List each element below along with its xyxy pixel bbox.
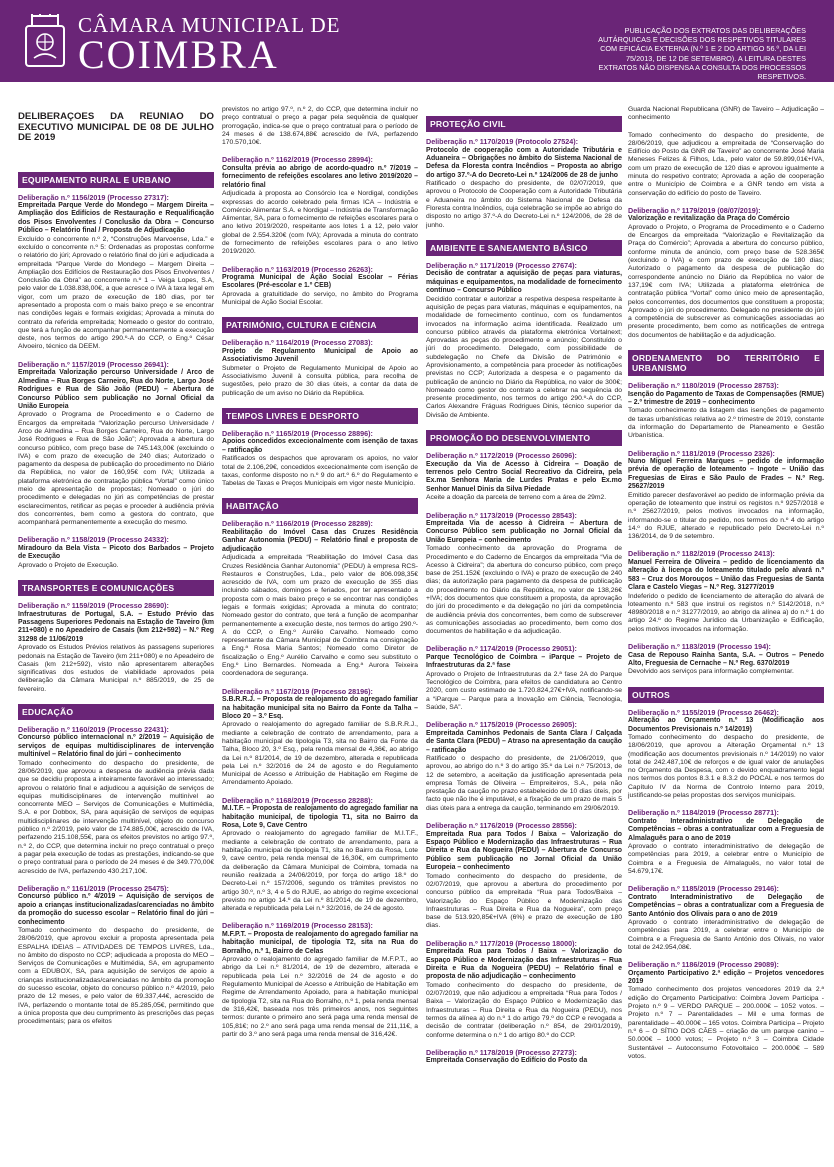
deliberation-entry bbox=[426, 262, 622, 420]
deliberation-subject: Isenção do Pagamento de Taxas de Compensações (RMUE) – 2.º trimestre de 2019 – conhecimento bbox=[628, 390, 824, 406]
deliberation-text: Aprovado o Programa de Procedimento e o Caderno de Encargos da empreitada “Valorização percurso Universidade / Arco de Almedina – Rua Borges Carneiro, Rua do Norte, Largo José Rodrigues e Rua de São João”; Aprovada a abertura do concurso público, com preço base de 745.143,00€ (excluindo o IVA) e com prazo de execução de 240 dias; Autorizado o pagamento da despesa de publicação do procedimento no Diário da República, no valor de 160,95€ com IVA; Utilizada a plataforma eletrónica de contratação pública “Vortal” como único meio de apresentação de propostas; Nomeado o júri do procedimento e delegadas no júri as competências de prestar esclarecimentos, retificar as peças e proceder à audiência prévia dos concorrentes, bem como a gestora do contrato, que acompanhará permanentemente a execução do mesmo. bbox=[18, 411, 214, 527]
deliberation-text: Devolvido aos serviços para informação complementar. bbox=[628, 668, 794, 676]
deliberation-subject: Nuno Miguel Ferreira Marques – pedido de informação prévia de operação de loteamento – Ingote – União das Freguesias de Eiras e São Paulo de Frades – N.º Reg. 25627/2019 bbox=[628, 458, 824, 491]
deliberation-entry bbox=[18, 726, 214, 876]
deliberation-subject: Execução da Via de Acesso à Cidreira – Doação de terrenos pelo Centro Social Recreativo da Cidreira, pela Ex.ma Senhora Maria de Lurdes Pratas e pelo Ex.mo Senhor Manuel Dinis da Silva Piedade bbox=[426, 460, 622, 493]
deliberation-number: Deliberação n.º 1163/2019 (Processo 26263): bbox=[222, 264, 373, 274]
deliberation-text: Indeferido o pedido de licenciamento de alteração do alvará de loteamento n.º 583 que instrui os registos n.º 5142/2018, n.º 48980/2018 e n.º 31277/2019, ao abrigo da alínea a) do n.º 1 do artigo 24.º do Regime Jurídico da Urbanização e Edificação, pelos motivos invocados na informação. bbox=[628, 592, 824, 633]
deliberation-text: Tomado conhecimento do despacho do presidente, de 18/06/2019, que aprovou a Alteração Orçamental n.º 13 (modificação aos documentos previsionais n.º 14/2019) no valor total de 242.487,10€ de reforços e de igual valor de anulações no Orçamento da Despesa, com o devido enquadramento legal nos termos dos pontos 8.3.1 e 8.3.2 do POCAL e nos termos do Capítulo IV da Norma de Controlo Interno para 2019, justificando-se pelas propostas dos serviços municipais. bbox=[628, 733, 824, 800]
deliberation-entry bbox=[628, 809, 824, 876]
deliberation-entry bbox=[222, 339, 418, 398]
deliberation-entry bbox=[222, 266, 418, 308]
deliberation-number: Deliberação n.º 1166/2019 (Processo 28289): bbox=[222, 519, 373, 529]
deliberation-number: Deliberação n.º 1176/2019 (Processo 28556): bbox=[426, 821, 577, 831]
publication-note: PUBLICAÇÃO DOS EXTRATOS DAS DELIBERAÇÕES AUTÁRQUICAS E DECISÕES DOS RESPETIVOS TITULARES COM EFICÁCIA EXTERNA (N.º 1 E 2 DO ARTIGO 56.º, DA LEI 75/2013, DE 12 DE SETEMBRO). A LEITURA DESTES EXTRATOS NÃO DISPENSA A CONSULTA DOS PROCESSOS RESPETIVOS. bbox=[598, 26, 806, 82]
deliberation-text: Submeter o Projeto de Regulamento Municipal de Apoio ao Associativismo Juvenil à consulta pública, para recolha de sugestões, pelo prazo de 30 dias úteis, a contar da data de publicação de um aviso no Diário da República. bbox=[222, 364, 418, 397]
deliberation-subject: Contrato Interadministrativo de Delegação de Competências – obras a contratualizar com a Freguesia de Almalaguês para o ano de 2019 bbox=[628, 817, 824, 842]
deliberation-entry bbox=[426, 645, 622, 712]
deliberation-text: Tomado conhecimento do despacho do presidente, de 28/06/2019, que aprovou excluir a proposta apresentada pela ESPALHA IDEIAS – ATIVIDADES DE TEMPOS LIVRES, Lda., no âmbito do disposto no CCP; adjudicada a proposta do MEO – Serviços de Comunicações e Multimédia, SA, em agrupamento com a EDUBOX, SA, para aquisição de serviços de apoio a crianças institucionalizadas/carenciadas no âmbito da promoção do sucesso escolar, objeto do concurso público n.º 4/2019, pelo prazo de 12 meses, e pelo valor de 69.337,44€, acrescido de IVA, perfazendo o montante total de 85.285,05€, permitindo que a única proposta que deu cumprimento às prescrições das peças procedimentais; para os efeitos bbox=[18, 926, 214, 1026]
deliberation-entry bbox=[628, 450, 824, 542]
deliberation-subject: Parque Tecnológico de Coimbra – iParque – Projeto de Infraestruturas da 2.ª fase bbox=[426, 653, 622, 670]
section-heading: EDUCAÇÃO bbox=[18, 704, 214, 720]
deliberation-subject: Concurso público n.º 4/2019 – Aquisição de serviços de apoio a crianças institucionalizadas/carenciadas no âmbito da promoção do sucesso escolar – Relatório final do júri – conhecimento bbox=[18, 893, 214, 926]
deliberation-subject: Protocolo de cooperação com a Autoridade Tributária e Aduaneira – Obrigações no âmbito do Sistema Nacional de Defesa da Floresta contra Incêndios – Proposta ao abrigo do artigo 37.º-A do Decreto-Lei n.º 124/2006 de 28 de junho bbox=[426, 146, 622, 179]
deliberation-number: Deliberação n.º 1180/2019 (Processo 28753): bbox=[628, 381, 779, 391]
deliberation-number: Deliberação n.º 1167/2019 (Processo 28196): bbox=[222, 686, 373, 696]
continued-text: Tomado conhecimento do despacho do presidente, de 28/06/2019, que adjudicou a empreitada de “Conservação do Edifício do Posto da GNR de Taveiro” ao concorrente José Maria Meneses Felizes & Filhos, Lda., pelo valor de 59.899,01€+IVA, com um prazo de execução de 120 dias e aprovou igualmente a minuta do respetivo contrato; Aprovada a ação de cooperação entre o Município de Coimbra e a GNR tendo em vista a conservação do edifício do posto de Taveiro. bbox=[628, 131, 824, 197]
deliberation-entry bbox=[426, 940, 622, 1040]
deliberation-number: Deliberação n.º 1172/2019 (Processo 26096): bbox=[426, 451, 577, 461]
deliberation-number: Deliberação n.º 1183/2019 (Processo 194): bbox=[628, 642, 771, 652]
column-3 bbox=[426, 116, 622, 1157]
deliberation-subject: M.I.T.F. – Proposta de realojamento do agregado familiar na habitação municipal, de tipologia T1, sita no Bairro da Rosa, Lote 9, Cave Centro bbox=[222, 805, 418, 830]
section-heading: ORDENAMENTO DO TERRITÓRIO E URBANISMO bbox=[628, 350, 824, 376]
deliberation-number: Deliberação n.º 1178/2019 (Processo 27273): bbox=[426, 1047, 577, 1057]
deliberation-text: Adjudicada a empreitada “Reabilitação do Imóvel Casa das Cruzes Residência Ganhar Autonomia” (PEDU) à empresa RCS-Restauros e Construções, Lda., pelo valor de 806.098,35€ acrescido de IVA, com um prazo de execução de 355 dias incluindo sábados, domingos e feriados, por ter apresentado a proposta com o mais baixo preço e se encontrar nas condições legais e formais exigidas; Aprovada a minuta do contrato; Nomeado gestor do contrato, que terá a função de acompanhar permanentemente a execução deste, nos termos do artigo 290.º-A do CCP, o Eng.º Aurélio Carvalho. Nomeado como representante da Câmara Municipal de Coimbra na consignação a Eng.ª Rosa Maria Santos; Nomeado como Diretor de fiscalização o Eng.º Aurélio Carvalho e como seu substituto o Eng.º Lino Bernardes. Nomeada a Eng.ª Aurora Teixeira coordenadora de segurança. bbox=[222, 554, 418, 678]
deliberation-number: Deliberação n.º 1162/2019 (Processo 28994): bbox=[222, 155, 373, 165]
deliberation-text: Aprovado os Estudos Prévios relativos às passagens superiores pedonais na Estação de Taveiro (km 211+080) e no Apeadeiro de Casais (km 212+592), visto não apresentarem alterações significativas dos estudos de viabilidade aprovados pela deliberação da Câmara Municipal n.º 885/2019, de 25 de fevereiro. bbox=[18, 644, 214, 693]
deliberation-subject: Decisão de contratar a aquisição de peças para viaturas, máquinas e equipamentos, na modalidade de fornecimento contínuo – Concurso Público bbox=[426, 270, 622, 295]
deliberation-number: Deliberação n.º 1181/2019 (Processo 2326): bbox=[628, 448, 775, 458]
section-heading: PROTEÇÃO CIVIL bbox=[426, 116, 622, 132]
deliberation-subject: Empreitada Via de acesso à Cidreira – Abertura de Concurso Público sem publicação no Jornal Oficial da União Europeia – conhecimento bbox=[426, 520, 622, 544]
deliberation-text: Ratificados os despachos que aprovaram os apoios, no valor total de 2.106,29€, concedidos excecionalmente com isenção de taxas, conforme disposto no n.º 9 do art.º 6.º do Regulamento e Tabelas de Taxas e Preços Municipais em vigor neste Município. bbox=[222, 455, 418, 488]
deliberation-number: Deliberação n.º 1155/2019 (Processo 26462): bbox=[628, 707, 779, 717]
deliberation-text: Aprovado o realojamento do agregado familiar de M.I.T.F., mediante a celebração de contrato de arrendamento, para a habitação municipal de tipologia T1, sita no Bairro da Rosa, Lote 9, cave centro, pela renda mensal de 16,30€, em cumprimento da deliberação da Câmara Municipal de Coimbra, tomada na reunião realizada a 24/06/2019, por força do artigo 18.º do Decreto-Lei n.º 157/2006, segundo os trâmites previstos no artigo 30.º, n.º 3, 4 e 5 do RJUE, ao abrigo do regime excecional previsto no artigo 14.º da Lei n.º 81/2014, de 19 de dezembro, alterada e republicada pela Lei n.º 32/2016, de 24 de agosto. bbox=[222, 830, 418, 913]
deliberation-entry bbox=[426, 138, 622, 230]
deliberation-entry bbox=[18, 602, 214, 694]
deliberation-text: Adjudicada à proposta ao Consórcio Ica e Nordigal, condições expressas do acordo celebrado pela firmas ICA – Indústria e Comércio Alimentar S.A. e Nordigal – Indústria de Transformação Alimentar, SA, para o fornecimento de refeições escolares para o ano letivo 2019/2020, respeitante aos lotes 1 a 12, pelo valor global de 2.554.320€ (com IVA); Aprovada a minuta do contrato de fornecimento de refeições escolares para o ano letivo 2019/2020. bbox=[222, 190, 418, 256]
deliberation-text: Emitido parecer desfavorável ao pedido de informação prévia da operação de loteamento que instrui os registos n.º 9257/2018 e n.º 25627/2019, pelos motivos invocados na informação, informando-se o titular do pedido, nos termos do n.º 4 do artigo 14.º do RJUE, alterado e republicado pelo Decreto-Lei n.º 136/2014, de 9 de setembro. bbox=[628, 491, 824, 541]
deliberation-entry bbox=[222, 430, 418, 489]
deliberation-entry bbox=[222, 797, 418, 914]
deliberation-number: Deliberação n.º 1175/2019 (Processo 26905): bbox=[426, 720, 577, 730]
deliberation-entry bbox=[18, 361, 214, 528]
deliberation-text: Aprovada a gratuitidade do serviço, no âmbito do Programa Municipal de Ação Social Escolar. bbox=[222, 290, 418, 307]
deliberation-text: Decidido contratar e autorizar a respetiva despesa respeitante à aquisição de peças para viaturas, máquinas e equipamentos, na modalidade de fornecimento contínuo, com os fundamentos invocados na informação acima identificada. Realizado um concurso público através da plataforma eletrónica Vortalnext; Aprovadas as peças do procedimento e anúncio; Constituído o júri do procedimento. Delegado, com possibilidade de subdelegação no Chefe da Divisão de Património e Aprovisionamento, a competência para proceder às notificações previstas no CCP; Autorizada a despesa e o pagamento da publicação de anúncio no Diário da República, no valor de 300€; Nomeado como gestor do contrato a celebrar na sequência do presente procedimento, nos termos do artigo 290.º-A do CCP, Carlos Alexandre Fráguas Rodrigues Dinis, técnico superior da Divisão de Ambiente. bbox=[426, 295, 622, 419]
deliberation-subject: Reabilitação do Imóvel Casa das Cruzes Residência Ganhar Autonomia (PEDU) – Relatório final e proposta de adjudicação bbox=[222, 528, 418, 553]
page-title: DELIBERAÇÕES DA REUNIÃO DO EXECUTIVO MUNICIPAL DE 08 DE JULHO DE 2019 bbox=[18, 112, 214, 143]
deliberation-number: Deliberação n.º 1168/2019 (Processo 28288): bbox=[222, 795, 373, 805]
deliberation-number: Deliberação n.º 1174/2019 (Processo 29051): bbox=[426, 644, 577, 654]
deliberation-text: Tomado conhecimento da listagem das isenções de pagamento de taxas urbanísticas relativa ao 2.º trimestre de 2019, constante da informação do Departamento de Planeamento e Gestão Urbanística. bbox=[628, 407, 824, 440]
section-heading: TEMPOS LIVRES E DESPORTO bbox=[222, 408, 418, 424]
deliberation-subject: Manuel Ferreira de Oliveira – pedido de licenciamento da alteração à licença do loteamento titulado pelo alvará n.º 583 – Cruz dos Morouços – União das Freguesias de Santa Clara e Castelo Viegas – N.º Reg. 31277/2019 bbox=[628, 558, 824, 592]
column-1-content bbox=[18, 172, 214, 1027]
deliberation-text: Tomado conhecimento do despacho do presidente, de 28/06/2019, que aprovou a despesa de audiência prévia dada que se decidiu proposta a inteiramente favorável ao interessado; aprovou o relatório final e adjudicou a aquisição de serviços de equipas multidisciplinares de intervenção multinível ao concorrente MEO – Serviços de Comunicações e Multimédia, S.A. e por Dobbox, SA, para aquisição de serviços de equipas multidisciplinares de intervenção multinível, objeto do concurso público n.º 2/2019, pelo valor de 174.885,00€, acrescido de IVA, perfazendo 215.108,55€, para os efeitos previstos no artigo 97.º, n.º 2, do CCP, que determina incluir no preço contratual o preço a pagar pela execução de todas as prestações, indicando-se que o preço contratual para o período de 24 meses é de 349.770,00€ acrescido de IVA, perfazendo 430.217,10€. bbox=[18, 759, 214, 875]
deliberation-entry bbox=[222, 688, 418, 788]
deliberation-text: Aprovado o realojamento do agregado familiar de S.B.R.R.J., mediante a celebração de contrato de arrendamento, para a habitação municipal de tipologia T3, sita no Bairro da Fonte da Talha, Bloco 20, 3.º Esq., pela renda mensal de 4,36€, ao abrigo da Lei n.º 81/2014, de 19 de dezembro, alterada e republicada pela Lei n.º 32/2016 de 24 de agosto e do Regulamento Municipal de Acesso e Atribuição de Habitação em Regime de Arrendamento Apoiado. bbox=[222, 721, 418, 787]
deliberation-subject: Empreitada Valorização percurso Universidade / Arco de Almedina – Rua Borges Carneiro, Rua do Norte, Largo José Rodrigues e Rua de São João (PEDU) – Abertura de Concurso Público sem publicação no Jornal Oficial da União Europeia bbox=[18, 369, 214, 410]
deliberation-number: Deliberação n.º 1170/2019 (Protocolo 27524): bbox=[426, 137, 579, 146]
section-heading: PROMOÇÃO DO DESENVOLVIMENTO bbox=[426, 430, 622, 446]
deliberation-subject: Casa de Repouso Rainha Santa, S.A. – Outros – Penedo Alto, Freguesia de Cernache – N.º Reg. 6370/2019 bbox=[628, 651, 824, 667]
deliberation-number: Deliberação n.º 1156/2019 (Processo 27317): bbox=[18, 192, 169, 202]
deliberation-entry bbox=[222, 922, 418, 1039]
deliberation-number: Deliberação n.º 1173/2019 (Processo 28543): bbox=[426, 510, 577, 520]
deliberation-subject: Concurso público internacional n.º 2/2019 – Aquisição de serviços de equipas multidisciplinares de intervenção multinível – Relatório final do júri – conhecimento bbox=[18, 734, 214, 759]
deliberation-number: Deliberação n.º 1164/2019 (Processo 27083): bbox=[222, 338, 373, 348]
deliberation-text: Aprovado o realojamento do agregado familiar de M.F.P.T., ao abrigo da Lei n.º 81/2014, de 19 de dezembro, alterada e republicada pela Lei n.º 32/2016 de 24 de agosto e do Regulamento Municipal de Acesso e Atribuição de Habitação em Regime de Arrendamento Apoiado, para a habitação municipal de tipologia T2, sita na Rua do Borralho, n.º 1, pela renda mensal de 316,42€, baseada nos três primeiros anos, nos seguintes termos: durante o primeiro ano será paga uma renda mensal de 105,81€; no 2.º ano será paga uma renda mensal de 211,11€, a partir do 3.º ano será paga uma renda mensal de 316,42€. bbox=[222, 956, 418, 1038]
deliberation-number: Deliberação n.º 1157/2019 (Processo 26941): bbox=[18, 359, 169, 369]
deliberation-number: Deliberação n.º 1161/2019 (Processo 25475): bbox=[18, 883, 169, 893]
deliberation-entry bbox=[18, 194, 214, 352]
column-3-content bbox=[426, 116, 622, 1066]
deliberation-subject: Consulta prévia ao abrigo de acordo-quadro n.º 7/2019 – fornecimento de refeições escolares ano letivo 2019/2020 – relatório final bbox=[222, 164, 418, 189]
deliberation-text: Aprovado o contrato interadministrativo de delegação de competências para 2019, a celebrar entre o Município de Coimbra e a Freguesia de Almalaguês, no valor total de 54.679,17€. bbox=[628, 843, 824, 875]
section-heading: EQUIPAMENTO RURAL E URBANO bbox=[18, 172, 214, 188]
deliberation-number: Deliberação n.º 1171/2019 (Processo 27674): bbox=[426, 260, 577, 270]
deliberation-number: Deliberação n.º 1182/2019 (Processo 2413): bbox=[628, 549, 775, 559]
deliberation-text: Aprovado o Projeto de Infraestruturas da 2.ª fase 2A do Parque Tecnológico de Coimbra, para efeitos de candidatura ao Centro 2020, com custo estimado de 1.720.824,27€+IVA, notificando-se a “iParque – Parque para a Inovação em Ciência, Tecnologia, Saúde, SA”. bbox=[426, 670, 622, 711]
deliberation-text: Tomado conhecimento do despacho do presidente, de 02/07/2019, que aprovou a abertura do procedimento por concurso público da empreitada “Rua para Todos/Baixa – Valorização do Espaço Público e Modernização das Infraestruturas – Rua Direita e Rua da Nogueira”, com preço base de 513.920,85€+IVA (6%) e prazo de execução de 180 dias. bbox=[426, 872, 622, 930]
deliberation-number: Deliberação n.º 1179/2019 (08/07/2019): bbox=[628, 205, 761, 215]
deliberation-text: Tomado conhecimento dos projetos vencedores 2019 da 2.ª edição do Orçamento Participativo: Coimbra Jovem Participa -Projeto n.º 9 – VERDO PARQUE – 200.000€ – 1052 votos. – Projeto n.º 7 – Parentalidades – Mil e uma formas de parentalidade – 40.000€ – 165 votos. Coimbra Participa – Projeto n.º 6 – O SÍTIO DOS CÃES – criação de um parque canino – 50.000€ – 1000 votos; – Projeto n.º 3 – Coimbra Cidade Sustentável – Autoconsumo Fotovoltaico – 200.000€ – 589 votos. bbox=[628, 986, 824, 1060]
section-heading: TRANSPORTES E COMUNICAÇÕES bbox=[18, 580, 214, 596]
deliberation-entry bbox=[426, 822, 622, 931]
deliberation-text: Aprovado o Projeto de Execução. bbox=[18, 561, 119, 569]
deliberation-entry bbox=[628, 961, 824, 1061]
deliberation-subject: Empreitada Caminhos Pedonais de Santa Clara / Calçada de Santa Clara (PEDU) – Atraso na apresentação da caução – ratificação bbox=[426, 729, 622, 754]
brand-bottom-text: COIMBRA bbox=[78, 32, 279, 77]
deliberation-text: Tomado conhecimento da aprovação do Programa de Procedimento e do Caderno de Encargos da empreitada “Via de Acesso à Cidreira”; da abertura do concurso público, com preço base de 251.152€ (excluindo o IVA) e prazo de execução de 240 dias; da autorização para pagamento da despesa de publicação do procedimento no Diário da República, no valor de 138,26€+IVA; dos documentos que constituem a proposta, da aprovação do júri do procedimento e da delegação no júri da competência de audiência prévia dos concorrentes, bem como de subscrever as comunicações associadas ao procedimento, bem como dos documentos de habilitação e da adjudicação. bbox=[426, 545, 622, 636]
deliberation-subject: Empreitada Rua para Todos / Baixa – Valorização do Espaço Público e Modernização das Infraestruturas – Rua Direita e Rua da Nogueira (PEDU) – Relatório final e proposta de não adjudicação – conhecimento bbox=[426, 948, 622, 981]
deliberation-subject: Contrato Interadministrativo de Delegação de Competências – obras a contratualizar com a Freguesia de Santo António dos Olivais para o ano de 2019 bbox=[628, 893, 824, 918]
deliberation-text: Ratificado o despacho do presidente, de 02/07/2019, que aprovou o Protocolo de Cooperação com a Autoridade Tributária e Aduaneira no âmbito do Sistema Nacional de Defesa da Floresta contra Incêndios, cuja celebração se impõe ao abrigo do disposto no artigo 37.º-A do Decreto-Lei n.º 124/2006, de 28 de junho. bbox=[426, 180, 622, 229]
deliberation-text: Ratificado o despacho do presidente, de 21/06/2019, que aprovou, ao abrigo do n.º 3 do artigo 35.º da Lei n.º 75/2013, de 12 de setembro, a aceitação da justificação apresentada pela empresa Tomás de Oliveira – Empreiteiros, S.A., pela não prestação da caução no prazo estabelecido de 10 dias úteis, por facto que não lhe é imputável, e a fixação de um prazo de mais 5 dias úteis para a entrega da caução, terminando em 29/06/2019. bbox=[426, 755, 622, 812]
deliberation-entry bbox=[628, 207, 824, 340]
deliberation-subject: Orçamento Participativo 2.ª edição – Projetos vencedores 2019 bbox=[628, 969, 824, 986]
deliberation-entry bbox=[628, 885, 824, 952]
deliberation-number: Deliberação n.º 1158/2019 (Processo 24332): bbox=[18, 535, 169, 545]
publication-header bbox=[0, 0, 834, 82]
continued-text: previstos no artigo 97.º, n.º 2, do CCP, que determina incluir no preço contratual o preço a pagar pela sequência de qualquer prorrogação, indica-se que o preço contratual para o período de 24 meses é de 138.674,88€ acrescido de IVA, perfazendo 170.570,10€. bbox=[222, 106, 418, 147]
deliberation-text: Aprovado o Projeto, o Programa de Procedimento e o Caderno de Encargos da empreitada “Valorização e Revitalização da Praça do Comércio”; Aprovada a abertura do concurso público, conforme minuta de anúncio, com preço base de 528.365€ (excluindo o IVA) e com prazo de execução de 180 dias; Autorizado o pagamento da despesa de publicação do correspondente anúncio no Diário da República no valor de 137,19€ com IVA; Utilizada a plataforma eletrónica de contratação pública “Vortal” como único meio de apresentação, pelos concorrentes, dos documentos que constituem a proposta; Aprovado o júri do procedimento. Delegado no presidente do júri a competência de subscrever as comunicações associadas ao presente procedimento, bem como as notificações de entrega dos documentos de habilitação e da adjudicação. bbox=[628, 223, 824, 339]
deliberation-subject: Valorização e revitalização da Praça do Comércio bbox=[628, 215, 790, 223]
deliberation-entry bbox=[628, 550, 824, 634]
column-4 bbox=[628, 106, 824, 1157]
deliberation-text: Aceite a doação da parcela de terreno com a área de 29m2. bbox=[426, 494, 607, 502]
deliberation-number: Deliberação n.º 1165/2019 (Processo 28896): bbox=[222, 428, 373, 438]
deliberation-subject: Empreitada Conservação do Edifício do Posto da bbox=[426, 1057, 588, 1065]
deliberation-entry bbox=[426, 1049, 622, 1066]
deliberation-entry bbox=[18, 885, 214, 1027]
column-4-content bbox=[628, 106, 824, 1061]
deliberation-entry bbox=[628, 709, 824, 801]
section-heading: PATRIMÓNIO, CULTURA E CIÊNCIA bbox=[222, 317, 418, 333]
deliberation-number: Deliberação n.º 1159/2019 (Processo 28690): bbox=[18, 601, 169, 611]
deliberation-entry bbox=[18, 536, 214, 570]
deliberation-number: Deliberação n.º 1177/2019 (Processo 18000): bbox=[426, 938, 577, 948]
deliberation-subject: Infraestruturas de Portugal, S.A. – Estudo Prévio das Passagens Superiores Pedonais na Estação de Taveiro (km 211+080) e no Apeadeiro de Casais (km 212+592) – N.º Reg 31298 de 11/06/2019 bbox=[18, 610, 214, 643]
deliberation-number: Deliberação n.º 1169/2019 (Processo 28153): bbox=[222, 921, 373, 931]
deliberation-text: Aprovado o contrato interadministrativo de delegação de competências para 2019, a celebrar entre o Município de Coimbra e a Freguesia de Santo António dos Olivais, no valor total de 242.954,08€. bbox=[628, 918, 824, 951]
deliberation-subject: Projeto de Regulamento Municipal de Apoio ao Associativismo Juvenil bbox=[222, 347, 418, 364]
deliberation-subject: S.B.R.R.J. – Proposta de realojamento do agregado familiar na habitação municipal sita no Bairro da Fonte da Talha – Bloco 20 – 3.º Esq. bbox=[222, 696, 418, 720]
deliberation-number: Deliberação n.º 1186/2019 (Processo 29089): bbox=[628, 960, 779, 970]
column-1 bbox=[18, 112, 214, 1157]
deliberation-entry bbox=[426, 512, 622, 637]
deliberation-entry bbox=[426, 452, 622, 502]
deliberation-subject: Apoios concedidos excecionalmente com isenção de taxas – ratificação bbox=[222, 438, 418, 454]
section-heading: AMBIENTE E SANEAMENTO BÁSICO bbox=[426, 240, 622, 256]
deliberation-text: Tomado conhecimento do despacho do presidente, de 02/07/2019, que não adjudicou a empreitada “Rua para Todos / Baixa – Valorização do Espaço Público e Modernização das Infraestruturas – Rua Direita e Rua da Nogueira (PEDU), nos termos da alínea a) do n.º 1 do artigo 79.º do CCP e revogada a decisão de contratar (deliberação n.º 854, de 29/01/2019), conforme determina o n.º 1 do artigo 80.º do CCP. bbox=[426, 981, 622, 1039]
column-2 bbox=[222, 106, 418, 1157]
deliberation-subject: Empreitada Parque Verde do Mondego – Margem Direita – Ampliação dos Edifícios de Restauração e Requalificação dos Pisos Envolventes / Conclusão da Obra – Concurso Público – Relatório final / Proposta de Adjudicação bbox=[18, 202, 214, 235]
deliberation-subject: Miradouro da Bela Vista – Picoto dos Barbados – Projeto de Execução bbox=[18, 544, 214, 561]
municipality-brand bbox=[78, 13, 341, 77]
deliberation-entry bbox=[222, 520, 418, 678]
continued-text: Guarda Nacional Republicana (GNR) de Taveiro – Adjudicação – conhecimento bbox=[628, 106, 824, 122]
deliberation-number: Deliberação n.º 1185/2019 (Processo 29146): bbox=[628, 884, 779, 894]
deliberation-entry bbox=[628, 643, 824, 677]
coimbra-crest-icon bbox=[22, 14, 68, 70]
deliberation-number: Deliberação n.º 1160/2019 (Processo 22431): bbox=[18, 724, 169, 734]
deliberation-subject: Empreitada Rua para Todos / Baixa – Valorização do Espaço Público e Modernização das Infraestruturas – Rua Direita e Rua da Nogueira (PEDU) – Abertura de Concurso Público sem publicação no Jornal Oficial da União Europeia – conhecimento bbox=[426, 830, 622, 872]
deliberation-number: Deliberação n.º 1184/2019 (Processo 28771): bbox=[628, 808, 779, 818]
deliberation-entry bbox=[628, 382, 824, 441]
deliberation-text: Excluído o concorrente n.º 2, “Construções Marvoense, Lda.” e excluído o concorrente n.º 5: Ordenadas as propostas conforme o relatório do júri; Aprovado o relatório final do júri e adjudicada a empreitada “Parque Verde do Mondego – Margem Direita – Ampliação dos Edifícios de Restauração dos Pisos Envolventes / Conclusão da Obra” ao concorrente n.º 1 – Veiga Lopes, S.A, pelo valor de 1.038.838,00€, a que acresce o IVA à taxa legal em vigor, com um prazo de execução de 180 dias, por ter apresentado a proposta com o mais baixo preço e se encontrar nas condições legais e formais exigidas; Aprovada a minuta do contrato da referida empreitada; Nomeado o gestor do contrato, que terá a função de acompanhar permanentemente a execução deste, nos termos do artigo 290.º-A do CCP, o Eng.º César Alvoeiro, técnico da DEEM. bbox=[18, 235, 214, 351]
brand-top-text: CÂMARA MUNICIPAL DE bbox=[78, 13, 341, 37]
section-heading: HABITAÇÃO bbox=[222, 498, 418, 514]
section-heading: OUTROS bbox=[628, 687, 824, 703]
column-2-content bbox=[222, 106, 418, 1039]
deliberation-subject: Programa Municipal de Ação Social Escolar – Férias Escolares (Pré-escolar e 1.º CEB) bbox=[222, 274, 418, 290]
deliberation-subject: M.F.P.T. – Proposta de realojamento do agregado familiar na habitação municipal, de tipologia T2, sita na Rua do Borralho, n.º 1, Bairro de Celas bbox=[222, 930, 418, 955]
deliberation-subject: Alteração ao Orçamento n.º 13 (Modificação aos Documentos Previsionais n.º 14/2019) bbox=[628, 717, 824, 733]
deliberation-entry bbox=[426, 721, 622, 813]
deliberation-entry bbox=[222, 156, 418, 256]
